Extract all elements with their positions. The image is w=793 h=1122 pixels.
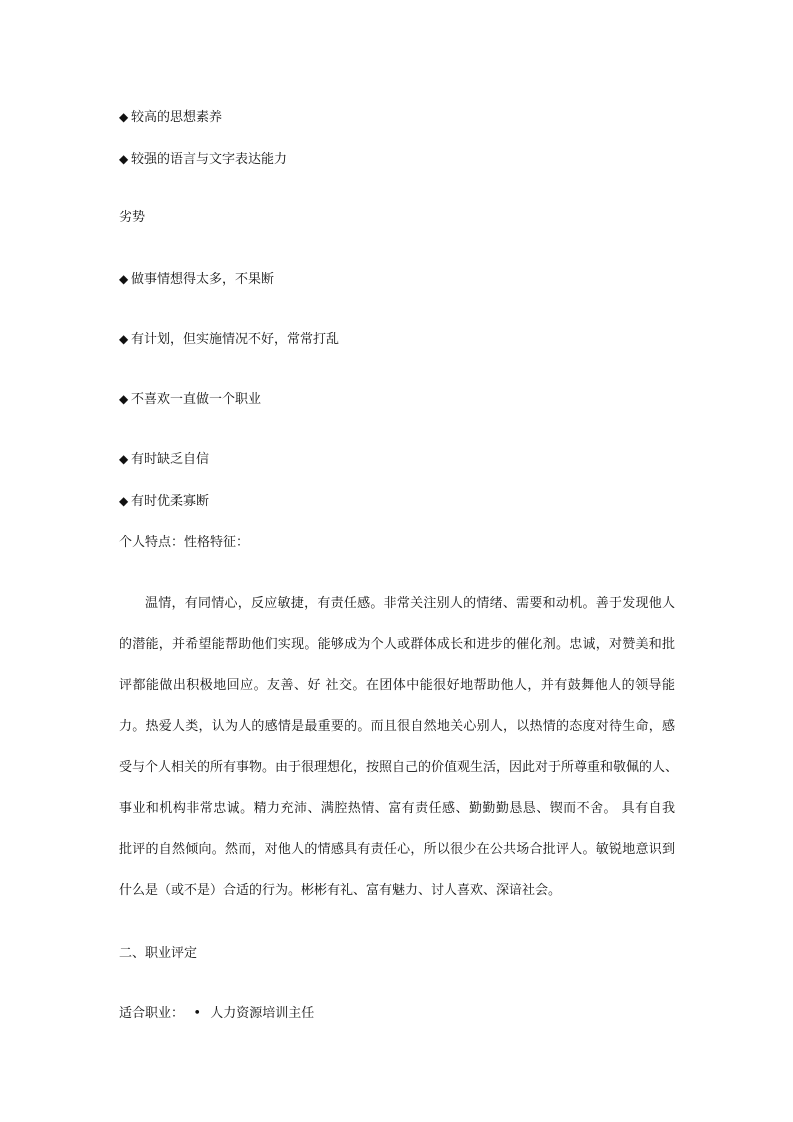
paragraph-line: 的潜能，并希望能帮助他们实现。能够成为个人或群体成长和进步的催化剂。忠诚，对赞美和批 [119,637,675,652]
strength-text: 较高的思想素养 [131,110,223,125]
paragraph-line: 力。热爱人类，认为人的感情是最重要的。而且很自然地关心别人，以热情的态度对待生命，感 [119,719,675,734]
personal-heading: 个人特点：性格特征： [119,535,250,550]
weakness-text: 做事情想得太多，不果断 [131,272,275,287]
paragraph-line: 温情，有同情心，反应敏捷，有责任感。非常关注别人的情绪、需要和动机。善于发现他人 [145,596,675,611]
diamond-bullet-icon: ◆ [119,272,129,286]
paragraph-line: 受与个人相关的所有事物。由于很理想化，按照自己的价值观生活，因此对于所尊重和敬佩的人、 [119,760,679,775]
dot-bullet-icon: • [193,1006,201,1021]
weakness-item [119,451,209,468]
diamond-bullet-icon: ◆ [119,494,129,508]
diamond-bullet-icon: ◆ [119,332,129,346]
weakness-text: 有时优柔寡断 [131,494,210,509]
paragraph-line: 批评的自然倾向。然而，对他人的情感具有责任心，所以很少在公共场合批评人。敏锐地意识到 [119,842,675,857]
strength-item [119,109,222,126]
weakness-item [119,271,274,288]
weakness-item [119,493,209,510]
strength-text: 较强的语言与文字表达能力 [131,152,288,167]
paragraph-line: 评都能做出积极地回应。友善、好 社交。在团体中能很好地帮助他人，并有鼓舞他人的领导能 [119,678,675,693]
strength-item [119,151,287,168]
diamond-bullet-icon: ◆ [119,452,129,466]
weakness-text: 有计划，但实施情况不好，常常打乱 [131,332,340,347]
weakness-heading: 劣势 [119,210,146,225]
diamond-bullet-icon: ◆ [119,152,129,166]
career-item: 人力资源培训主任 [210,1006,315,1021]
weakness-text: 有时缺乏自信 [131,452,210,467]
weakness-item [119,331,339,348]
diamond-bullet-icon: ◆ [119,392,129,406]
career-label: 适合职业： [119,1006,185,1021]
section-two-heading: 二、职业评定 [119,946,198,961]
paragraph-line: 什么是（或不是）合适的行为。彬彬有礼、富有魅力、讨人喜欢、深谙社会。 [119,883,562,898]
weakness-text: 不喜欢一直做一个职业 [131,392,262,407]
diamond-bullet-icon: ◆ [119,110,129,124]
paragraph-line: 事业和机构非常忠诚。精力充沛、满腔热情、富有责任感、勤勤勤恳恳、锲而不舍。 具有自我 [119,801,675,816]
career-line [119,1006,314,1022]
weakness-item [119,391,261,408]
